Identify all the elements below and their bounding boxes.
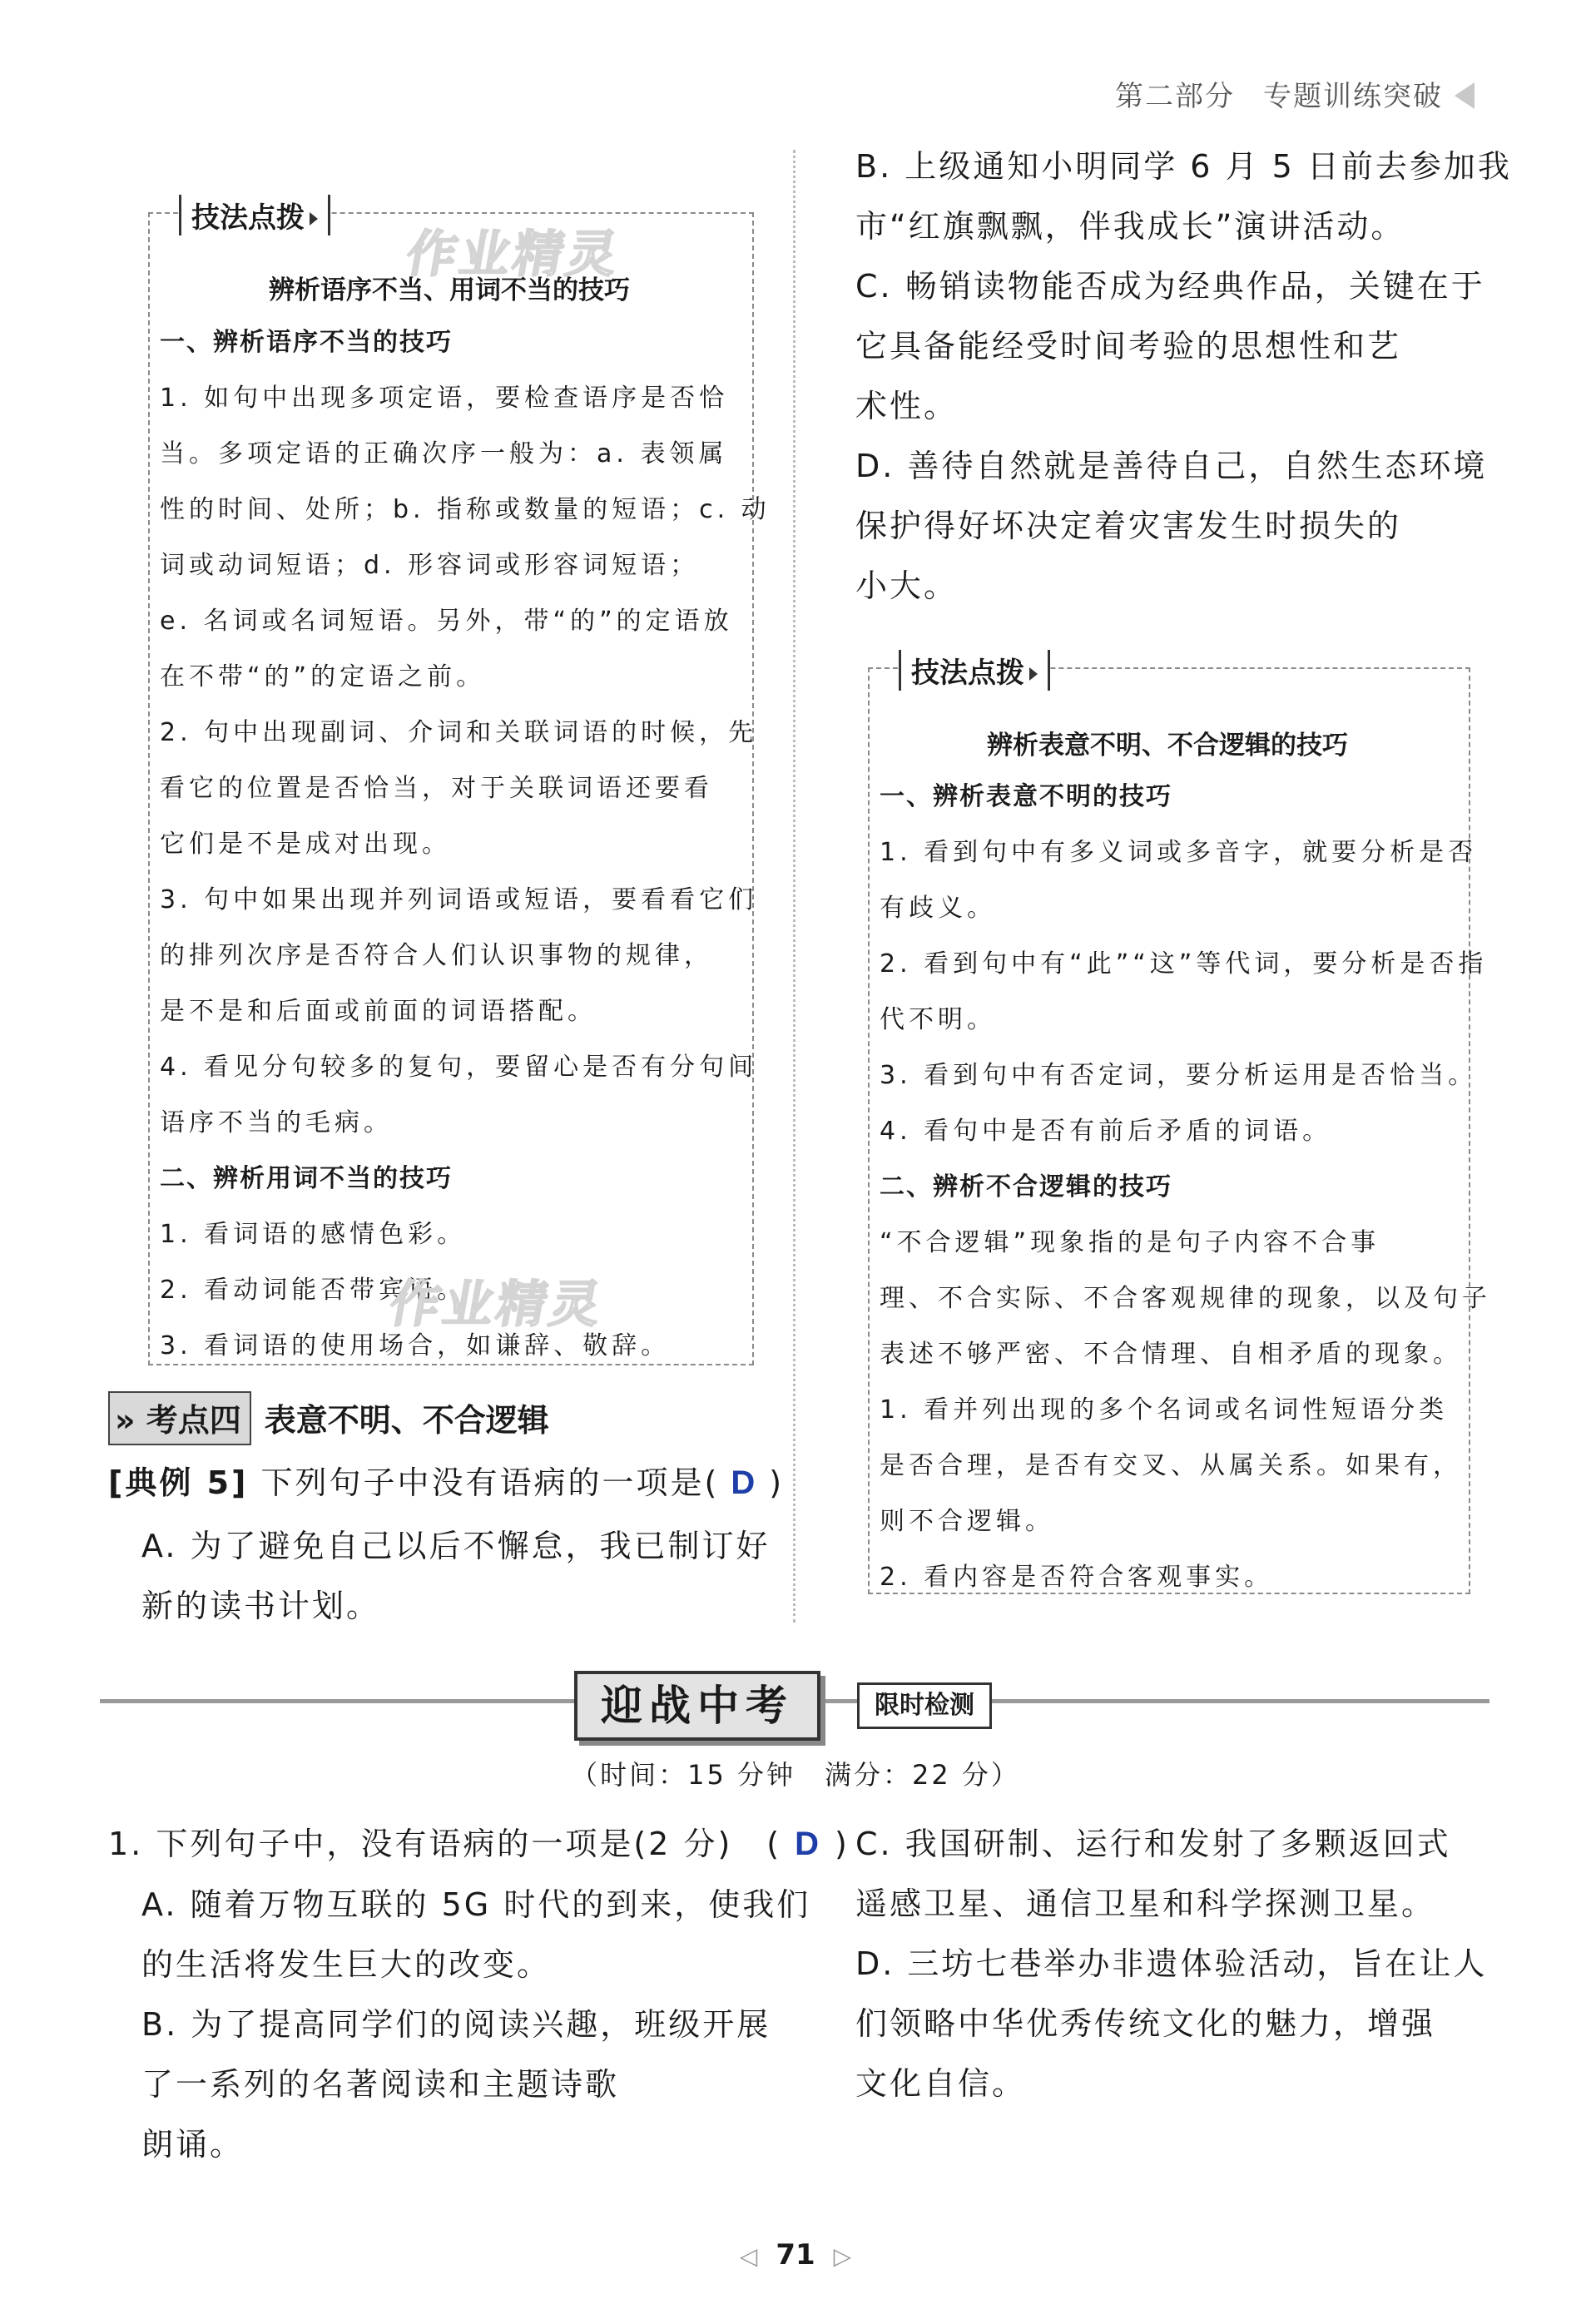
kaodian-title: 表意不明、不合逻辑 <box>264 1402 549 1439</box>
q1-left-options <box>141 1875 810 2174</box>
q1-option-line: 们领略中华优秀传统文化的魅力，增强 <box>855 2005 1436 2042</box>
q1-close: ) <box>834 1826 850 1862</box>
header-part: 第二部分 <box>1115 80 1235 113</box>
q1-right-options <box>855 1814 1487 2113</box>
tips-line: 的排列次序是否符合人们认识事物的规律， <box>160 941 713 970</box>
tips-line: 性的时间、处所；b. 指称或数量的短语；c. 动 <box>160 495 771 524</box>
tips-line: 4. 看见分句较多的复句，要留心是否有分句间 <box>160 1053 758 1082</box>
q1-option-line: 了一系列的名著阅读和主题诗歌 <box>141 2066 620 2103</box>
q1-answer: D <box>795 1826 821 1862</box>
left-tips-title-text: 技法点拨 <box>191 201 305 235</box>
right-option-line: D. 善待自然就是善待自己，自然生态环境 <box>855 448 1488 484</box>
right-option-line: 它具备能经受时间考验的思想性和艺 <box>855 328 1402 364</box>
tips-line: 它们是不是成对出现。 <box>160 830 451 859</box>
tips-line: 1. 看词语的感情色彩。 <box>160 1220 467 1249</box>
q1-option-line: 的生活将发生巨大的改变。 <box>141 1946 552 1983</box>
q1-option-line: 遥感卫星、通信卫星和科学探测卫星。 <box>855 1885 1436 1922</box>
tips-line: 是不是和后面或前面的词语搭配。 <box>160 997 597 1026</box>
example5-answer: D <box>731 1464 758 1501</box>
example5-question <box>108 1453 784 1513</box>
watermark: 作业精灵 <box>401 225 626 284</box>
header-arrow-icon <box>1455 82 1475 109</box>
left-tips-lines <box>160 315 771 1374</box>
q1-option-line: 朗诵。 <box>141 2126 245 2163</box>
tips-subheading: 二、辨析用词不当的技巧 <box>160 1164 453 1193</box>
tips-line: 1. 看到句中有多义词或多音字，就要分析是否 <box>880 838 1478 867</box>
tips-line: 2. 看内容是否符合客观事实。 <box>880 1563 1274 1592</box>
tips-subheading: 一、辨析表意不明的技巧 <box>880 782 1172 811</box>
tips-line: 当。多项定语的正确次序一般为：a. 表领属 <box>160 439 728 468</box>
tips-line: 是否合理，是否有交叉、从属关系。如果有， <box>880 1451 1462 1480</box>
test-info: （时间：15 分钟 满分：22 分） <box>571 1759 1020 1791</box>
tips-line: 有歧义。 <box>880 894 996 923</box>
right-option-line: 市“红旗飘飘，伴我成长”演讲活动。 <box>855 208 1405 245</box>
tips-line: 3. 句中如果出现并列词语或短语，要看看它们 <box>160 885 758 914</box>
tips-line: 1. 看并列出现的多个名词或名词性短语分类 <box>880 1395 1449 1425</box>
right-options <box>855 136 1512 616</box>
tips-line: e. 名词或名词短语。另外，带“的”的定语放 <box>160 607 733 636</box>
tips-line: 表述不够严密、不合情理、自相矛盾的现象。 <box>880 1340 1462 1369</box>
right-option-line: 保护得好坏决定着灾害发生时损失的 <box>855 508 1402 544</box>
tips-line: 3. 看词语的使用场合，如谦辞、敬辞。 <box>160 1331 671 1360</box>
tips-line: 理、不合实际、不合客观规律的现象，以及句子 <box>880 1284 1491 1313</box>
tips-subheading: 二、辨析不合逻辑的技巧 <box>880 1172 1172 1202</box>
q1-option-line: B. 为了提高同学们的阅读兴趣，班级开展 <box>141 2006 771 2043</box>
right-tips-heading: 辨析表意不明、不合逻辑的技巧 <box>987 731 1348 761</box>
q1-option-line: A. 随着万物互联的 5G 时代的到来，使我们 <box>141 1886 811 1923</box>
tips-line: 看它的位置是否恰当，对于关联词语还要看 <box>160 774 713 803</box>
q1-number: 1. <box>108 1826 144 1862</box>
tips-line: 1. 如句中出现多项定语，要检查语序是否恰 <box>160 384 729 413</box>
right-tips-title-text: 技法点拨 <box>911 657 1024 690</box>
page-header <box>1115 73 1475 114</box>
right-option-line: C. 畅销读物能否成为经典作品，关键在于 <box>855 268 1485 305</box>
tips-line: 3. 看到句中有否定词，要分析运用是否恰当。 <box>880 1061 1478 1090</box>
tips-line: “不合逻辑”现象指的是句子内容不合事 <box>880 1228 1380 1257</box>
right-tips-title <box>899 650 1050 691</box>
banner-sub: 限时检测 <box>857 1682 992 1729</box>
prev-triangle-icon: ◁ <box>739 2242 758 2270</box>
page-number-text: 71 <box>776 2238 815 2272</box>
q1-option-line: C. 我国研制、运行和发射了多颗返回式 <box>855 1826 1451 1862</box>
watermark-2: 作业精灵 <box>384 1276 609 1334</box>
banner-main: 迎战中考 <box>574 1671 820 1741</box>
tips-line: 4. 看句中是否有前后矛盾的词语。 <box>880 1117 1332 1146</box>
right-option-line: 术性。 <box>855 388 959 424</box>
header-section: 专题训练突破 <box>1263 80 1443 113</box>
tips-line: 代不明。 <box>880 1005 996 1034</box>
tips-line: 2. 看动词能否带宾语。 <box>160 1276 467 1305</box>
tips-line: 词或动词短语；d. 形容词或形容词短语； <box>160 551 700 580</box>
kaodian-heading <box>108 1391 549 1445</box>
triangle-icon <box>1029 667 1038 681</box>
example5-question-text: 下列句子中没有语病的一项是( <box>260 1464 720 1501</box>
example5-option-line: 新的读书计划。 <box>141 1588 381 1624</box>
tips-line: 在不带“的”的定语之前。 <box>160 662 486 691</box>
q1-option-line: 文化自信。 <box>855 2065 1027 2102</box>
right-option-line: B. 上级通知小明同学 6 月 5 日前去参加我 <box>855 148 1512 185</box>
kaodian-tag: » 考点四 <box>108 1391 251 1445</box>
example5-label: [典例 5] <box>108 1464 249 1501</box>
example5-options <box>141 1516 771 1636</box>
tips-subheading: 一、辨析语序不当的技巧 <box>160 328 453 357</box>
q1-question-text: 下列句子中，没有语病的一项是(2 分) ( <box>156 1826 782 1862</box>
example5-option-line: A. 为了避免自己以后不懈怠，我已制订好 <box>141 1528 771 1564</box>
example5-close: ) <box>769 1464 785 1501</box>
right-option-line: 小大。 <box>855 567 959 604</box>
q1-question <box>108 1814 850 1874</box>
tips-line: 2. 句中出现副词、介词和关联词语的时候，先 <box>160 718 758 747</box>
left-tips-title <box>179 195 330 235</box>
tips-line: 语序不当的毛病。 <box>160 1108 393 1137</box>
tips-line: 2. 看到句中有“此”“这”等代词，要分析是否指 <box>880 949 1488 979</box>
kaodian-tag-text: 考点四 <box>146 1402 241 1439</box>
page-number <box>0 2238 1591 2272</box>
next-triangle-icon: ▷ <box>833 2242 852 2270</box>
tips-line: 则不合逻辑。 <box>880 1507 1054 1536</box>
left-tips-heading: 辨析语序不当、用词不当的技巧 <box>269 275 630 305</box>
q1-option-line: D. 三坊七巷举办非遗体验活动，旨在让人 <box>855 1945 1488 1982</box>
triangle-icon <box>310 212 318 225</box>
right-tips-lines <box>880 769 1491 1605</box>
column-divider <box>793 150 796 1623</box>
